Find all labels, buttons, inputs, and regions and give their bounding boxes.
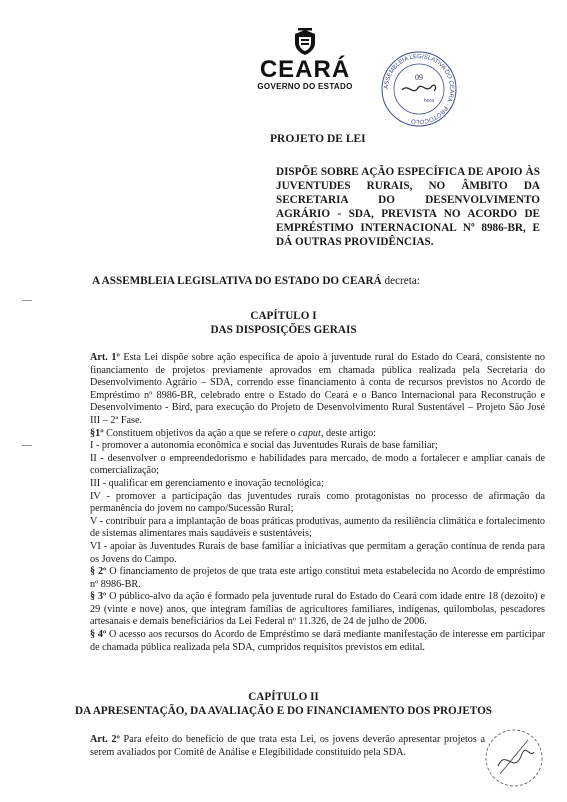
ementa: DISPÕE SOBRE AÇÃO ESPECÍFICA DE APOIO ÀS JUVENTUDES RURAIS, NO ÂMBITO DA SECRETARIA DO DESENVOLVIMENTO AGRÁRIO - SDA, PREVISTA NO ACORDO DE EMPRÉSTIMO INTERNACIONAL Nº 8986-BR, E DÁ OUTRAS PROVIDÊNCIAS.: [276, 166, 540, 248]
article-1: [90, 352, 545, 428]
margin-mark: [22, 300, 32, 301]
article-1-text: Esta Lei dispõe sobre ação específica de apoio à juventude rural do Estado do Ceará, consistente no financiamento de projetos previamente aprovados em chamada pública realizada pela Secretaria do Desenvolvimento Agrário – SDA, correndo esse financiamento à conta de recursos previstos no Acordo de Empréstimo nº 8986-BR, celebrado entre o Estado do Ceará e o Banco Internacional para Reconstrução e Desenvolvimento - Bird, para execução do Projeto de Desenvolvimento Rural Sustentável – Projeto São José III – 2ª Fase.: [90, 352, 545, 426]
bottom-seal: [470, 718, 550, 788]
paragraph-2-text: O financiamento de projetos de que trata este artigo constitui meta estabelecida no Acordo de empréstimo nº 8986-BR.: [90, 566, 545, 590]
government-logo: [250, 28, 360, 91]
chapter-1-body: [90, 352, 545, 654]
list-item: VI - apoiar às Juventudes Rurais de base familiar a iniciativas que permitam a geração contínua de renda para os Jovens do Campo.: [90, 540, 545, 565]
paragraph-3: [90, 591, 545, 629]
logo-state-name: CEARÁ: [259, 56, 351, 83]
logo-government: GOVERNO DO ESTADO: [257, 82, 353, 91]
stamp-signature-icon: [402, 85, 435, 91]
chapter-1-number: CAPÍTULO I: [250, 310, 317, 322]
document-type-title: PROJETO DE LEI: [270, 133, 366, 145]
list-item: IV - promover a participação das juventudes rurais como protagonistas no processo de afirmação da permanência do jovem no campo/Sucessão Rural;: [90, 490, 545, 515]
list-item: V - contribuir para a implantação de boas práticas produtivas, aumento da resiliência climática e fortalecimento de sistemas alimentares mais saudáveis e sustentáveis;: [90, 515, 545, 540]
paragraph-1-label: §1º: [90, 427, 104, 439]
enacting-clause-bold: A ASSEMBLEIA LEGISLATIVA DO ESTADO DO CEARÁ: [92, 275, 382, 287]
paragraph-4-label: § 4º: [90, 629, 107, 641]
state-crest-icon: [292, 28, 318, 56]
chapter-1-heading: [0, 309, 567, 337]
list-item: III - qualificar em gerenciamento e inovação tecnológica;: [90, 477, 324, 489]
paragraph-4-text: O acesso aos recursos do Acordo de Empréstimo se dará mediante manifestação de interesse em participar de chamada pública realizada pela SDA, cumpridos requisitos previstos em edital.: [90, 629, 545, 653]
article-2-text: Para efeito do benefício de que trata esta Lei, os jovens deverão apresentar projetos a serem avaliados por Comitê de Análise e Elegibilidade constituído pela SDA.: [90, 734, 486, 758]
enacting-clause-rest: decreta:: [381, 275, 420, 287]
paragraph-1-text-a: Constituem objetivos da ação a que se refere o: [103, 427, 299, 439]
paragraph-2: [90, 566, 545, 591]
chapter-2-title: DA APRESENTAÇÃO, DA AVALIAÇÃO E DO FINANCIAMENTO DOS PROJETOS: [74, 705, 492, 717]
chapter-1-title: DAS DISPOSIÇÕES GERAIS: [210, 324, 357, 336]
margin-mark: [22, 445, 32, 446]
paragraph-3-text: O público-alvo da ação é formado pela juventude rural do Estado do Ceará com idade entre 18 (dezoito) e 29 (vinte e nove) anos, que integram famílias de agricultores familiares, indígenas, quilombolas, pescadores artesanais e demais beneficiários da Lei Federal nº 11.326, de 24 de julho de 2006.: [90, 591, 545, 628]
paragraph-2-label: § 2º: [90, 566, 107, 578]
paragraph-3-label: § 3º: [90, 591, 107, 603]
stamp-time-label: hora: [424, 98, 435, 104]
article-2-label: Art. 2º: [90, 734, 120, 745]
chapter-2-body: [90, 734, 485, 759]
stamp-ring-text: ASSEMBLEIA LEGISLATIVA DO CEARÁ · PROTOCOLO ·: [383, 53, 455, 125]
enacting-clause: [92, 275, 420, 287]
article-2: [90, 734, 485, 759]
article-1-label: Art. 1º: [90, 352, 120, 363]
list-item: II - desenvolver o empreendedorismo e habilidades para mercado, de modo a fortalecer e ampliar canais de comercialização;: [90, 452, 545, 477]
list-item: I - promover a autonomia econômica e social das Juventudes Rurais de base familiar;: [90, 440, 438, 452]
stamp-number: 09: [415, 73, 423, 82]
chapter-2-heading: [0, 690, 567, 718]
protocol-stamp: [380, 50, 458, 128]
paragraph-1-italic: caput,: [298, 427, 324, 439]
chapter-2-number: CAPÍTULO II: [248, 691, 319, 703]
paragraph-1: [90, 428, 545, 441]
paragraph-1-text-b: deste artigo:: [323, 427, 377, 439]
paragraph-4: [90, 629, 545, 654]
